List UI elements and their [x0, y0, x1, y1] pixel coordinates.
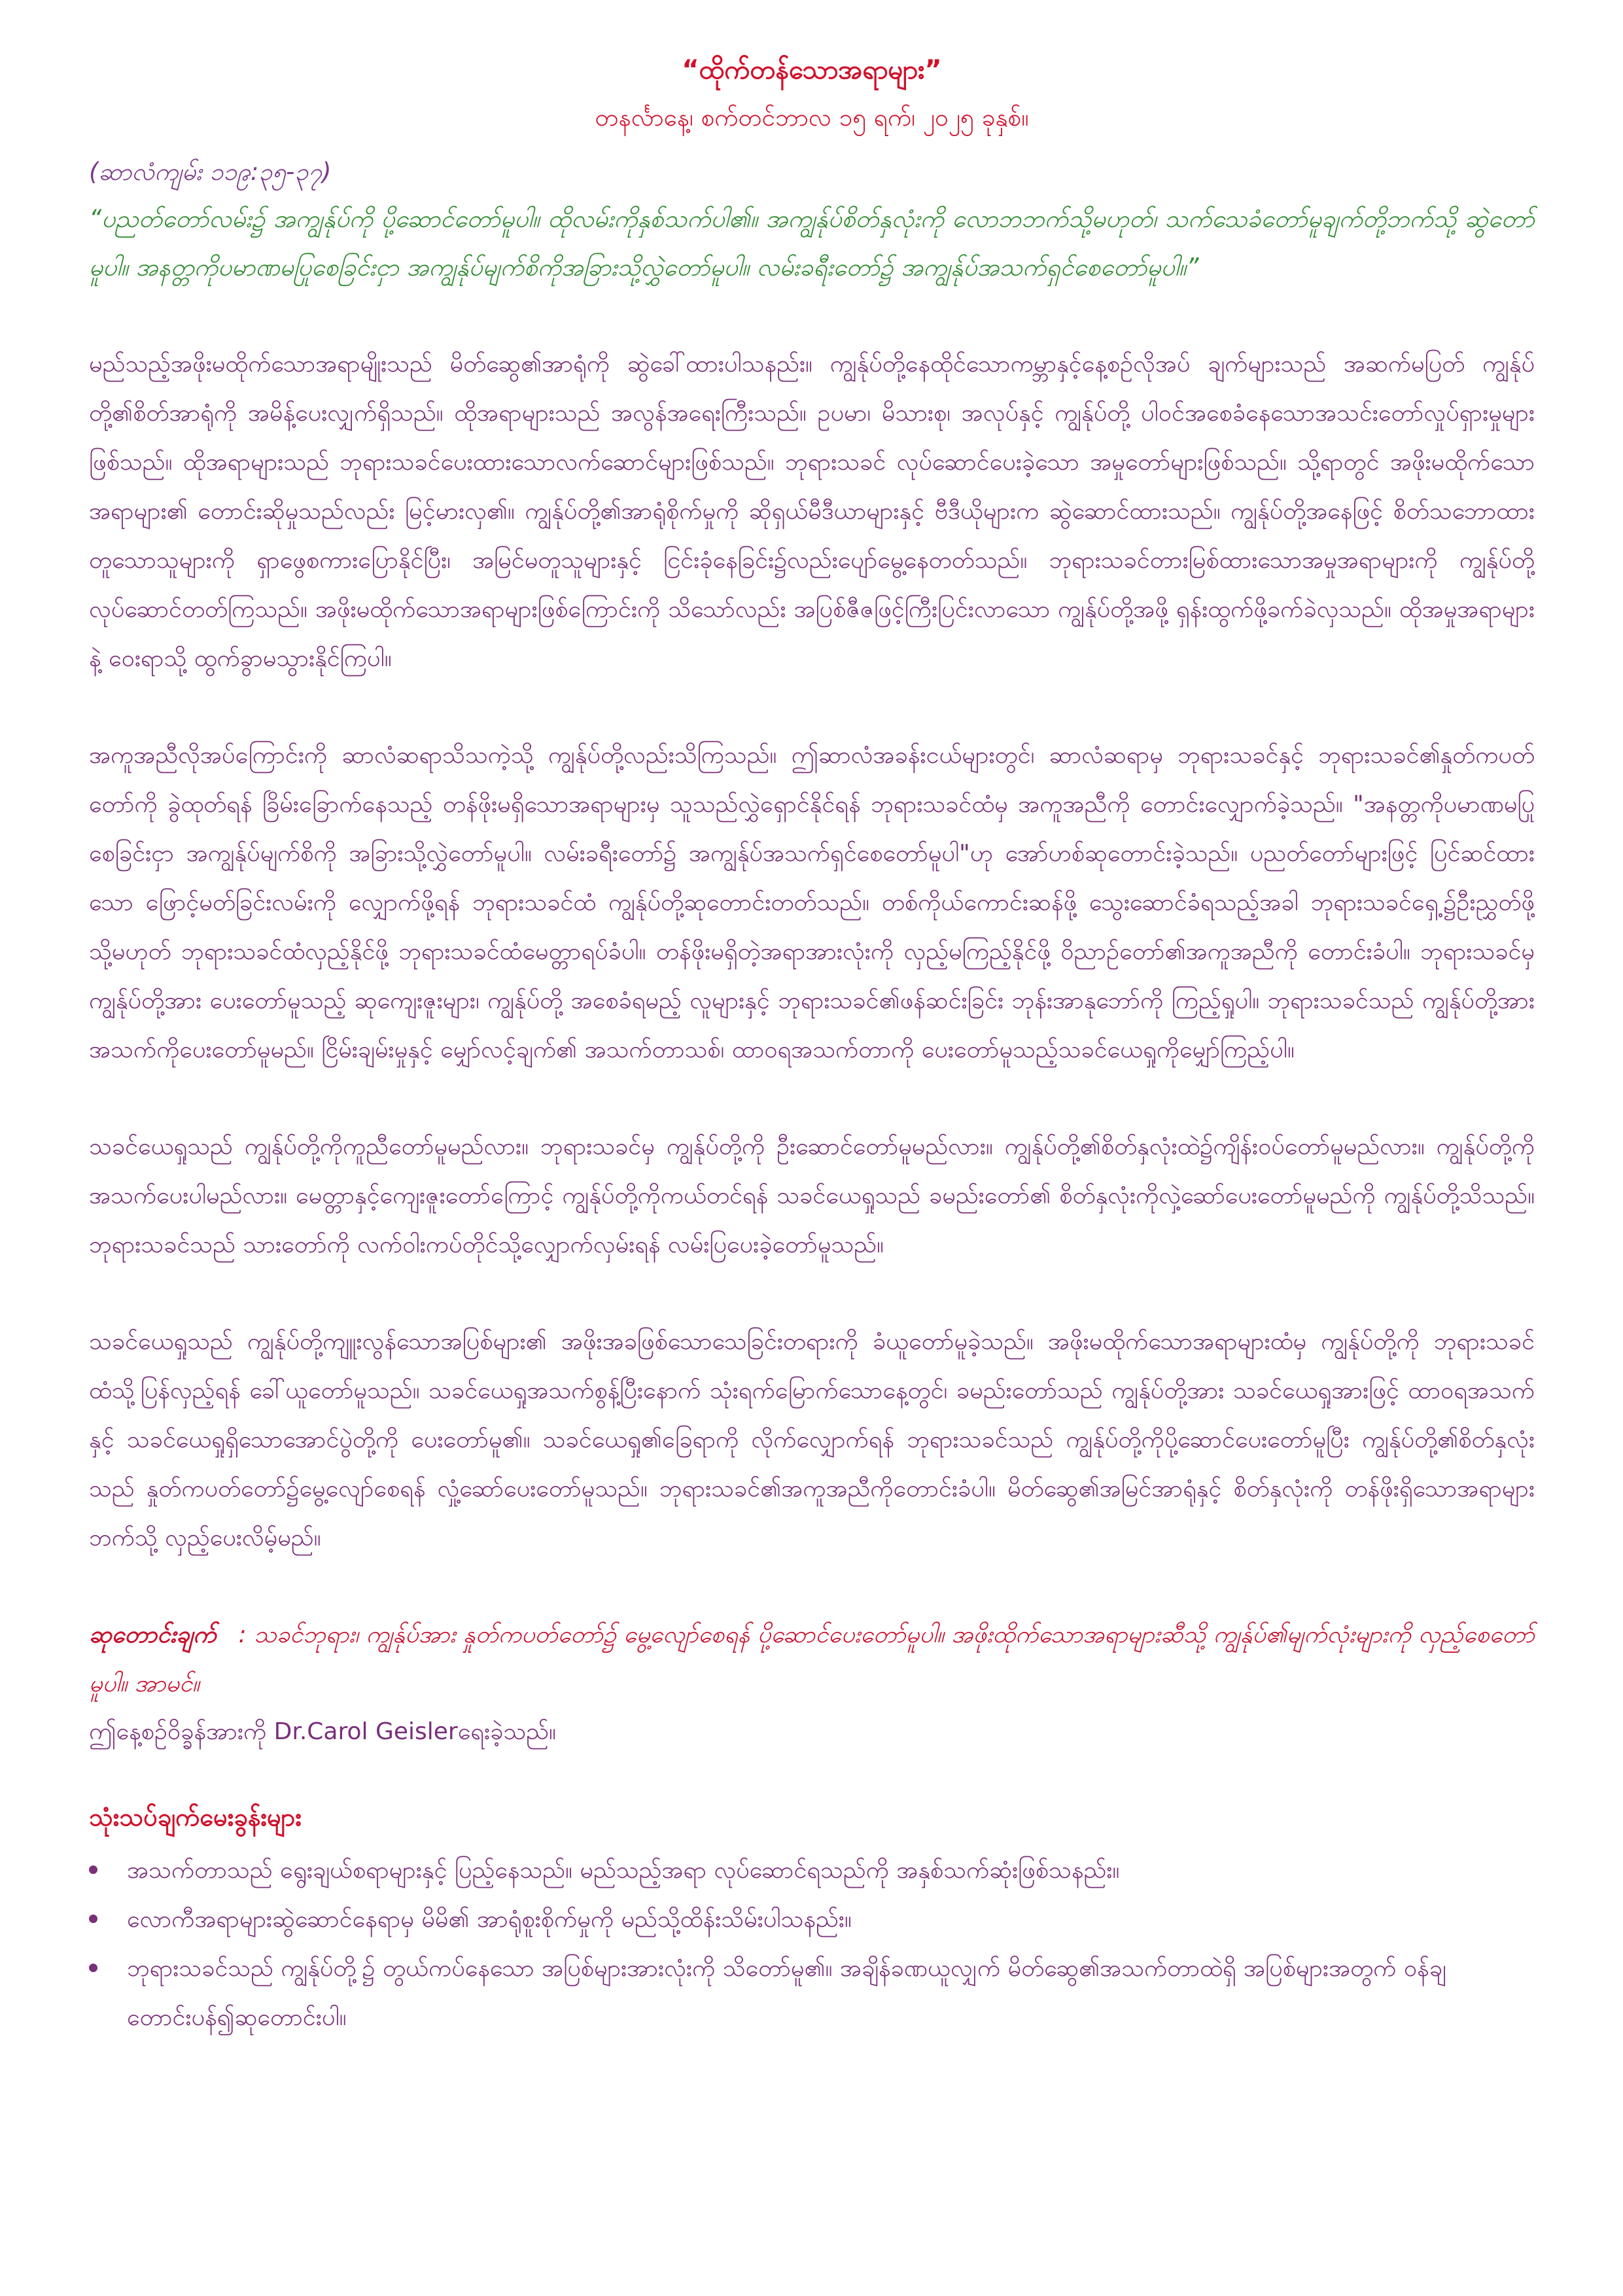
scripture-reference: (ဆာလံကျမ်း ၁၁၉:၃၅-၃၇)	[89, 158, 332, 186]
bullet-icon	[89, 1915, 97, 1923]
prayer-block	[89, 1610, 1535, 1708]
prayer-text: : သခင်ဘုရား၊ ကျွန်ုပ်အား နှုတ်ကပတ်တော်၌ မွေ့လျော်စေရန် ပို့ဆောင်ပေးတော်မူပါ။ အဖိုးထိုက်သောအရာများဆီသို့ ကျွန်ုပ်၏မျက်လုံးများကို လှည့်စေတော်မူပါ။ အာမင်။	[89, 1621, 1535, 1697]
devotional-page	[89, 46, 1535, 2042]
bullet-icon	[89, 1865, 97, 1874]
scripture-quote: “ပညတ်တော်လမ်း၌ အကျွန်ုပ်ကို ပို့ဆောင်တော်မူပါ။ ထိုလမ်းကိုနှစ်သက်ပါ၏။ အကျွန်ုပ်စိတ်နှလုံးကို လောဘဘက်သို့မဟုတ်၊ သက်သေခံတော်မူချက်တို့ဘက်သို့ ဆွဲတော်မူပါ။ အနတ္တကိုပမာဏမပြုစေခြင်းငှာ အကျွန်ုပ်မျက်စိကိုအခြားသို့လွှဲတော်မူပါ။ လမ်းခရီးတော်၌ အကျွန်ုပ်အသက်ရှင်စေတော်မူပါ။”	[89, 205, 1535, 281]
question-text: ဘုရားသခင်သည် ကျွန်ုပ်တို့၌ တွယ်ကပ်နေသော အပြစ်များအားလုံးကို သိတော်မူ၏။ အချိန်ခဏယူလျှက် မိတ်ဆွေ၏အသက်တာထဲရှိ အပြစ်များအတွက် ဝန်ချတောင်းပန်၍ဆုတောင်းပါ။	[127, 1955, 1446, 2031]
author-credit: ဤနေ့စဥ်ဝိခ္ခန်အားကို Dr.Carol Geislerရေးခဲ့သည်။	[89, 1718, 556, 1745]
prayer-label: ဆုတောင်းချက်	[89, 1621, 217, 1648]
list-item	[89, 1895, 1535, 1944]
body-paragraph-3: သခင်ယေရှုသည် ကျွန်ုပ်တို့ကိုကူညီတော်မူမည်လား။ ဘုရားသခင်မှ ကျွန်ုပ်တို့ကို ဦးဆောင်တော်မူမည်လား။ ကျွန်ုပ်တို့၏စိတ်နှလုံးထဲ၌ကျိန်းဝပ်တော်မူမည်လား။ ကျွန်ုပ်တို့ကို အသက်ပေးပါမည်လား။ မေတ္တာနှင့်ကျေးဇူးတော်ကြောင့် ကျွန်ုပ်တို့ကိုကယ်တင်ရန် သခင်ယေရှုသည် ခမည်းတော်၏ စိတ်နှလုံးကိုလှဲ့ဆော်ပေးတော်မူမည်ကို ကျွန်ုပ်တို့သိသည်။ ဘုရားသခင်သည် သားတော်ကို လက်ဝါးကပ်တိုင်သို့လျှောက်လှမ်းရန် လမ်းပြပေးခဲ့တော်မူသည်။	[89, 1133, 1535, 1258]
bullet-icon	[89, 1964, 97, 1972]
body-paragraph-1: မည်သည့်အဖိုးမထိုက်သောအရာမျိုးသည် မိတ်ဆွေ၏အာရုံကို ဆွဲခေါ်ထားပါသနည်း။ ကျွန်ုပ်တို့နေထိုင်သောကမ္ဘာနှင့်နေ့စဉ်လိုအပ် ချက်များသည် အဆက်မပြတ် ကျွန်ုပ်တို့၏စိတ်အာရုံကို အမိန့်ပေးလျှက်ရှိသည်။ ထိုအရာများသည် အလွန်အရေးကြီးသည်။ ဥပမာ၊ မိသားစု၊ အလုပ်နှင့် ကျွန်ုပ်တို့ ပါဝင်အစေခံနေသောအသင်းတော်လှုပ်ရှားမှုများဖြစ်သည်။ ထိုအရာများသည် ဘုရားသခင်ပေးထားသောလက်ဆောင်များဖြစ်သည်။ ဘုရားသခင် လုပ်ဆောင်ပေးခဲ့သော အမှုတော်များဖြစ်သည်။ သို့ရာတွင် အဖိုးမထိုက်သော အရာများ၏ တောင်းဆိုမှုသည်လည်း မြင့်မားလှ၏။ ကျွန်ုပ်တို့၏အာရုံစိုက်မှုကို ဆိုရှယ်မီဒီယာများနှင့် ဗီဒီယိုများက ဆွဲဆောင်ထားသည်။ ကျွန်ုပ်တို့အနေဖြင့် စိတ်သဘောထားတူသောသူများကို ရှာဖွေစကားပြောနိုင်ပြီး၊ အမြင်မတူသူများနှင့် ငြင်းခုံနေခြင်း၌လည်းပျော်မွေ့နေတတ်သည်။ ဘုရားသခင်တားမြစ်ထားသောအမှုအရာများကို ကျွန်ုပ်တို့ လုပ်ဆောင်တတ်ကြသည်။ အဖိုးမထိုက်သောအရာများဖြစ်ကြောင်းကို သိသော်လည်း အပြစ်ဇီဇဖြင့်ကြီးပြင်းလာသော ကျွန်ုပ်တို့အဖို့ ရှန်းထွက်ဖို့ခက်ခဲလှသည်။ ထိုအမှုအရာများနဲ့ ဝေးရာသို့ ထွက်ခွာမသွားနိုင်ကြပါ။	[89, 351, 1535, 672]
body-paragraph-2: အကူအညီလိုအပ်ကြောင်းကို ဆာလံဆရာသိသကဲ့သို့ ကျွန်ုပ်တို့လည်းသိကြသည်။ ဤဆာလံအခန်းငယ်များတွင်၊ ဆာလံဆရာမှ ဘုရားသခင်နှင့် ဘုရားသခင်၏နှုတ်ကပတ်တော်ကို ခွဲထုတ်ရန် ခြိမ်းခြောက်နေသည့် တန်ဖိုးမရှိသောအရာများမှ သူသည်လွှဲရှောင်နိုင်ရန် ဘုရားသခင်ထံမှ အကူအညီကို တောင်းလျှောက်ခဲ့သည်။ "အနတ္တကိုပမာဏမပြုစေခြင်းငှာ အကျွန်ုပ်မျက်စိကို အခြားသို့လွှဲတော်မူပါ။ လမ်းခရီးတော်၌ အကျွန်ုပ်အသက်ရှင်စေတော်မူပါ"ဟု အော်ဟစ်ဆုတောင်းခဲ့သည်။ ပညတ်တော်များဖြင့် ပြင်ဆင်ထားသော ဖြောင့်မတ်ခြင်းလမ်းကို လျှောက်ဖို့ရန် ဘုရားသခင်ထံ ကျွန်ုပ်တို့ဆုတောင်းတတ်သည်။ တစ်ကိုယ်ကောင်းဆန်ဖို့ သွေးဆောင်ခံရသည့်အခါ ဘုရားသခင်ရှေ့၌ဦးညွှတ်ဖို့ သို့မဟုတ် ဘုရားသခင်ထံလှည့်နိုင်ဖို့ ဘုရားသခင်ထံမေတ္တာရပ်ခံပါ။ တန်ဖိုးမရှိတဲ့အရာအားလုံးကို လှည့်မကြည့်နိုင်ဖို့ ဝိညာဉ်တော်၏အကူအညီကို တောင်းခံပါ။ ဘုရားသခင်မှ ကျွန်ုပ်တို့အား ပေးတော်မူသည့် ဆုကျေးဇူးများ၊ ကျွန်ုပ်တို့ အစေခံရမည့် လူများနှင့် ဘုရားသခင်၏ဖန်ဆင်းခြင်း ဘုန်းအာနုဘော်ကို ကြည့်ရှုပါ။ ဘုရားသခင်သည် ကျွန်ုပ်တို့အား အသက်ကိုပေးတော်မူမည်။ ငြိမ်းချမ်းမှုနှင့် မျှော်လင့်ချက်၏ အသက်တာသစ်၊ ထာဝရအသက်တာကို ပေးတော်မူသည့်သခင်ယေရှုကိုမျှော်ကြည့်ပါ။	[89, 742, 1535, 1063]
questions-heading: သုံးသပ်ချက်မေးခွန်းများ	[89, 1803, 302, 1831]
questions-list	[89, 1846, 1535, 2042]
question-text: လောကီအရာများဆွဲဆောင်နေရာမှ မိမိ၏ အာရုံစူးစိုက်မှုကို မည်သို့ထိန်းသိမ်းပါသနည်း။	[127, 1906, 852, 1933]
body-paragraph-4: သခင်ယေရှုသည် ကျွန်ုပ်တို့ကျူးလွန်သောအပြစ်များ၏ အဖိုးအခဖြစ်သောသေခြင်းတရားကို ခံယူတော်မူခဲ့သည်။ အဖိုးမထိုက်သောအရာများထံမှ ကျွန်ုပ်တို့ကို ဘုရားသခင်ထံသို့ပြန်လှည့်ရန် ခေါ်ယူတော်မူသည်။ သခင်ယေရှုအသက်စွန့်ပြီးနောက် သုံးရက်မြောက်သောနေ့တွင်၊ ခမည်းတော်သည် ကျွန်ုပ်တို့အား သခင်ယေရှုအားဖြင့် ထာဝရအသက်နှင့် သခင်ယေရှုရှိသောအောင်ပွဲတို့ကို ပေးတော်မူ၏။ သခင်ယေရှု၏ခြေရာကို လိုက်လျှောက်ရန် ဘုရားသခင်သည် ကျွန်ုပ်တို့ကိုပို့ဆောင်ပေးတော်မူပြီး ကျွန်ုပ်တို့၏စိတ်နှလုံးသည် နှုတ်ကပတ်တော်၌မွေ့လျော်စေရန် လှုံ့ဆော်ပေးတော်မူသည်။ ဘုရားသခင်၏အကူအညီကိုတောင်းခံပါ။ မိတ်ဆွေ၏အမြင်အာရုံနှင့် စိတ်နှလုံးကို တန်ဖိုးရှိသောအရာများဘက်သို့ လှည့်ပေးလိမ့်မည်။	[89, 1328, 1535, 1551]
list-item	[89, 1944, 1535, 2042]
list-item	[89, 1846, 1535, 1895]
date-line: တနင်္လာနေ့၊ စက်တင်ဘာလ ၁၅ ရက်၊ ၂၀၂၅ ခုနှစ်။	[595, 103, 1029, 132]
question-text: အသက်တာသည် ရွေးချယ်စရာများနှင့် ပြည့်နေသည်။ မည်သည့်အရာ လုပ်ဆောင်ရသည်ကို အနှစ်သက်ဆုံးဖြစ်သနည်း။	[127, 1857, 1120, 1884]
page-title: “ထိုက်တန်သောအရာများ”	[682, 55, 942, 85]
